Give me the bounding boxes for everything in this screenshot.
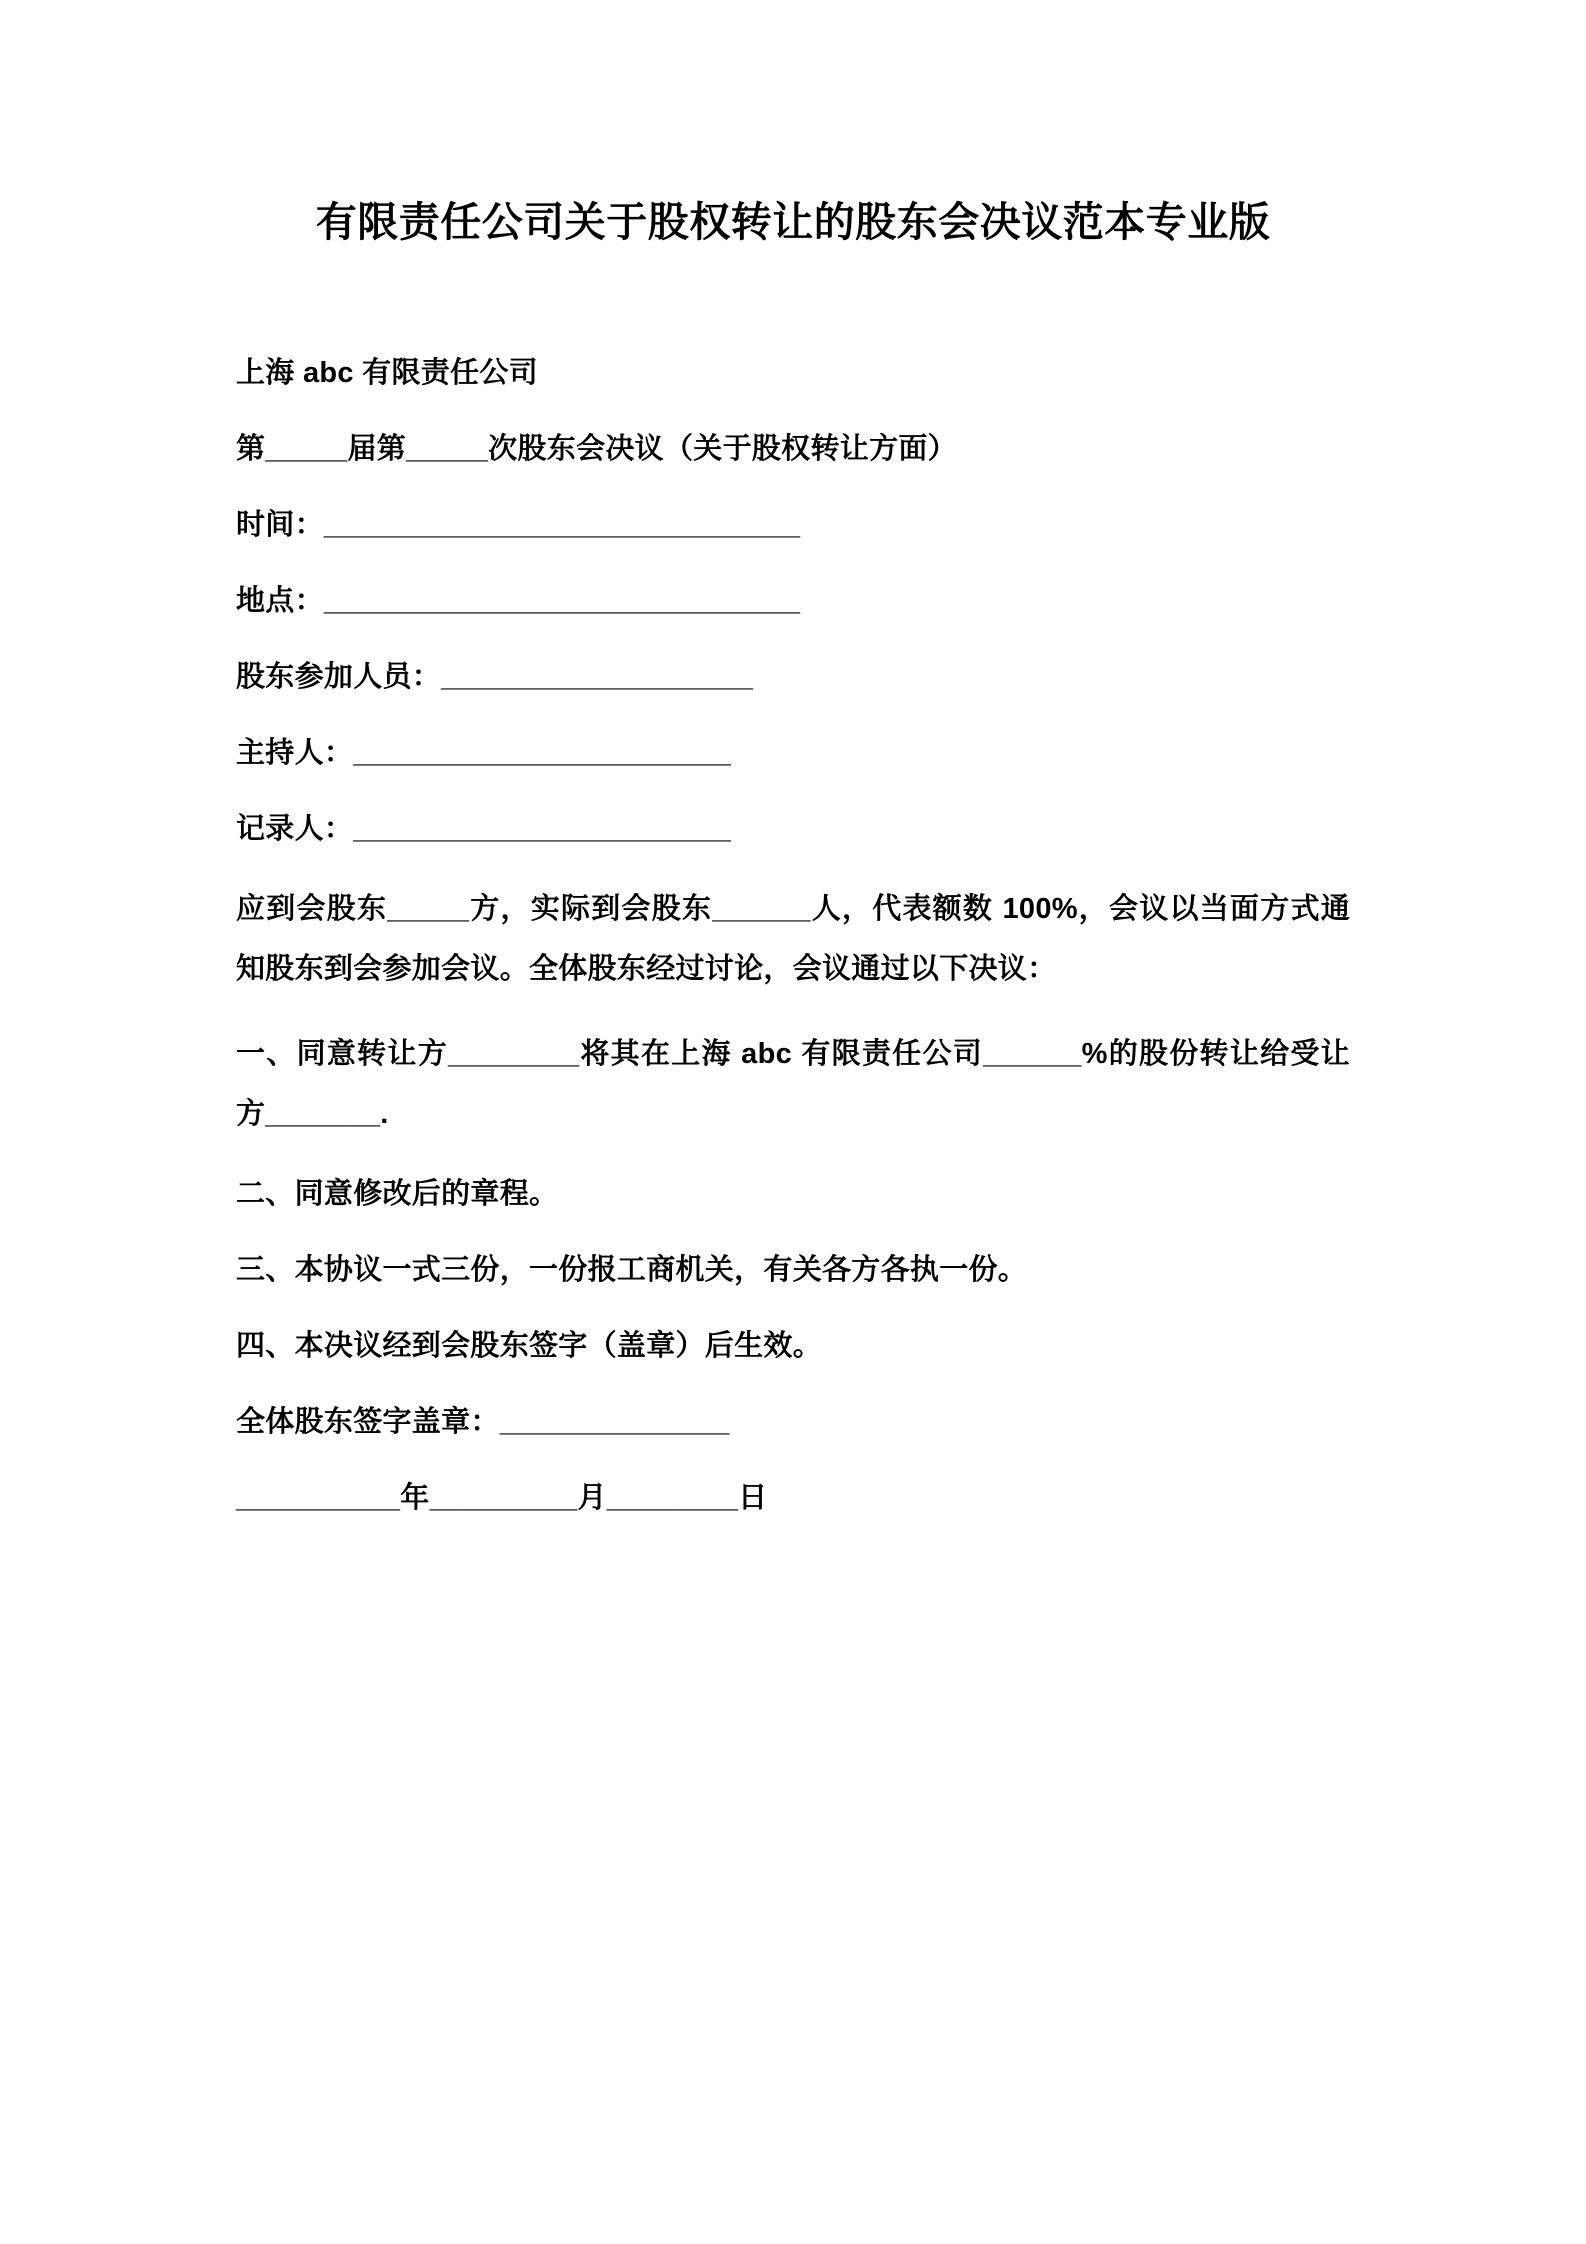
paragraph-resolution-three: 三、本协议一式三份，一份报工商机关，有关各方各执一份。 (236, 1254, 1028, 1287)
paragraph-host-field: 主持人：_______________________ (236, 736, 732, 769)
document-body (236, 349, 1350, 1523)
paragraph-meeting-session: 第_____届第_____次股东会决议（关于股权转让方面） (236, 433, 957, 466)
page-title: 有限责任公司关于股权转让的股东会决议范本专业版 (315, 199, 1271, 245)
paragraph-signature-line: 全体股东签字盖章：______________ (236, 1405, 730, 1438)
paragraph-resolution-four: 四、本决议经到会股东签字（盖章）后生效。 (236, 1329, 823, 1362)
paragraph-quorum-statement: 应到会股东_____方，实际到会股东______人，代表额数 100%，会议以当面方式通知股东到会参加会议。全体股东经过讨论，会议通过以下决议： (236, 893, 1350, 985)
paragraph-date-line: __________年_________月________日 (236, 1481, 768, 1514)
paragraph-recorder-field: 记录人：_______________________ (236, 812, 732, 845)
paragraph-resolution-two: 二、同意修改后的章程。 (236, 1178, 559, 1211)
paragraph-place-field: 地点：_____________________________ (236, 584, 801, 617)
paragraph-resolution-one: 一、同意转让方________将其在上海 abc 有限责任公司______%的股份转让给受让方_______. (236, 1038, 1350, 1130)
paragraph-attendees-field: 股东参加人员：___________________ (236, 660, 754, 693)
paragraph-time-field: 时间：_____________________________ (236, 509, 801, 542)
paragraph-company-name: 上海 abc 有限责任公司 (236, 357, 538, 390)
